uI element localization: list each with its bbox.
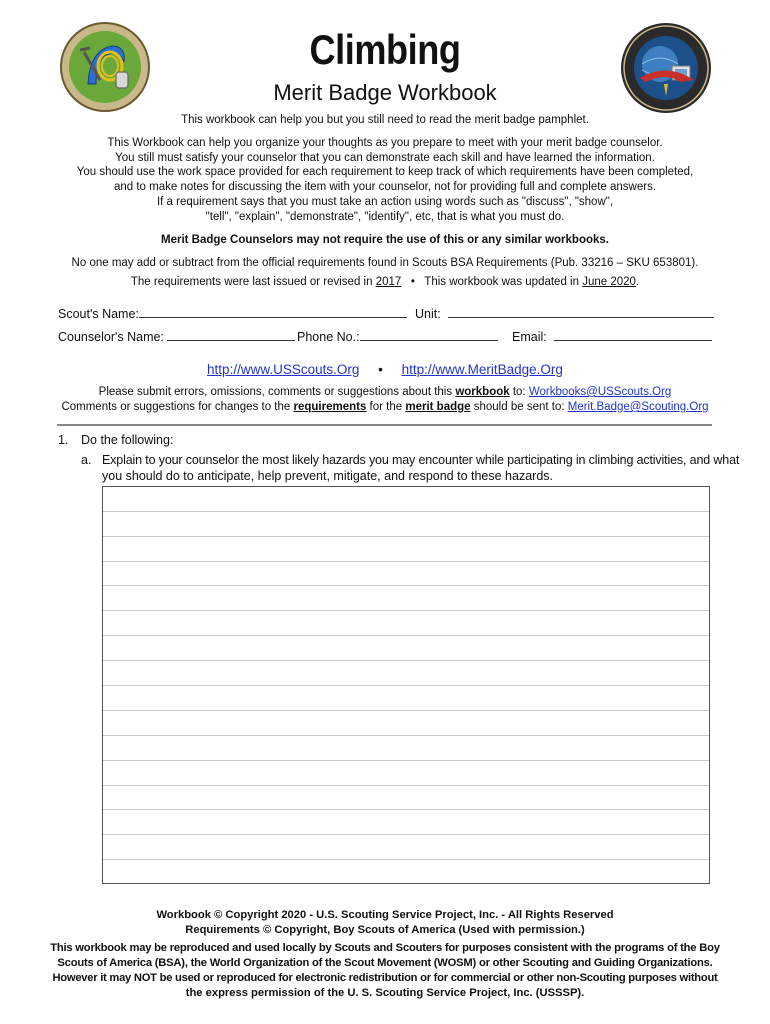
intro-text: This workbook can help you but you still need to read the merit badge pamphlet. [181,114,589,126]
submit-to-text: to: [512,386,526,398]
answer-line [103,660,709,661]
answer-line [103,859,709,860]
issued-prefix: The requirements were last issued or revised in [130,276,373,288]
links-bullet: • [378,362,383,377]
updated-date: June 2020 [582,276,636,288]
requirement-text: Do the following: [81,433,174,447]
requirement-number: 1. [58,433,69,447]
section-divider [57,424,712,426]
revision-line [0,276,770,288]
usscouts-link[interactable]: http://www.USScouts.Org [207,362,360,377]
requirements-note: No one may add or subtract from the official requirements found in Scouts BSA Requirements (Pub. 33216 – SKU 653801). [71,257,699,269]
meritbadge-link[interactable]: http://www.MeritBadge.Org [401,362,563,377]
sub-requirement-letter: a. [81,453,92,467]
answer-box[interactable] [102,486,710,884]
phone-label: Phone No.: [297,330,360,344]
scout-name-field[interactable] [58,306,407,321]
issued-year: 2017 [375,276,402,288]
answer-line [103,710,709,711]
description-line: You should use the work space provided for each requirement to keep track of which requirements have been completed, [76,166,694,178]
answer-line [103,735,709,736]
footer-permission-line: Scouts of America (BSA), the World Organization of the Scout Movement (WOSM) or other Scouting and Guiding Organizations. [57,957,713,969]
answer-line [103,809,709,810]
comments-for-text: for the [369,401,403,413]
email-field[interactable] [512,329,712,344]
workbooks-email-link[interactable]: Workbooks@USScouts.Org [528,386,672,398]
email-label: Email: [512,330,547,344]
unit-field[interactable] [415,306,714,321]
page-subtitle: Merit Badge Workbook [273,80,497,105]
counselor-name-label: Counselor's Name: [58,330,164,344]
description-line: and to make notes for discussing the item with your counselor, not for providing full and complete answers. [113,181,657,193]
description-line: This Workbook can help you organize your thoughts as you prepare to meet with your merit badge counselor. [107,137,663,149]
counselor-name-input[interactable] [167,329,295,341]
comments-requirements-word: requirements [293,401,367,413]
phone-input[interactable] [360,329,498,341]
links-row [0,362,770,377]
submit-line-2 [0,401,770,413]
answer-line [103,536,709,537]
answer-line [103,610,709,611]
description-line: "tell", "explain", "demonstrate", "identify", etc, that is what you must do. [205,211,565,223]
comments-merit-badge-word: merit badge [405,401,471,413]
answer-line [103,685,709,686]
answer-line [103,635,709,636]
description-line: If a requirement says that you must take an action using words such as "discuss", "show", [156,196,614,208]
footer-permission-line: This workbook may be reproduced and used locally by Scouts and Scouters for purposes consistent with the programs of the Boy [50,942,720,954]
sub-requirement-line: you should do to anticipate, help prevent, mitigate, and respond to these hazards. [102,469,553,483]
sub-requirement-line: Explain to your counselor the most likely hazards you may encounter while participating in climbing activities, and what [102,453,740,467]
description-line: You still must satisfy your counselor that you can demonstrate each skill and have learned the information. [115,152,655,164]
answer-line [103,760,709,761]
submit-line-1 [0,386,770,398]
updated-suffix: . [635,276,640,288]
unit-label: Unit: [415,307,441,321]
answer-line [103,834,709,835]
phone-field[interactable] [297,329,498,344]
footer-permission-line: the express permission of the U. S. Scouting Service Project, Inc. (USSSP). [185,987,585,999]
revision-bullet: • [410,276,415,288]
counselor-notice: Merit Badge Counselors may not require the use of this or any similar workbooks. [161,234,609,246]
submit-workbook-word: workbook [455,386,510,398]
comments-text: Comments or suggestions for changes to the [61,401,291,413]
counselor-name-field[interactable] [58,329,295,344]
unit-input[interactable] [448,306,714,318]
footer-requirements-copyright: Requirements © Copyright, Boy Scouts of America (Used with permission.) [185,924,585,936]
answer-line [103,561,709,562]
footer-permission-line: However it may NOT be used or reproduced for electronic redistribution or for commercial or other non-Scouting purposes without [52,972,718,984]
email-input[interactable] [554,329,712,341]
answer-line [103,785,709,786]
footer-copyright: Workbook © Copyright 2020 - U.S. Scouting Service Project, Inc. - All Rights Reserved [156,909,614,921]
scout-name-input[interactable] [139,306,407,318]
answer-line [103,585,709,586]
scout-name-label: Scout's Name: [58,307,139,321]
answer-line [103,511,709,512]
submit-text: Please submit errors, omissions, comments or suggestions about this [98,386,453,398]
updated-prefix: This workbook was updated in [424,276,579,288]
merit-badge-email-link[interactable]: Merit.Badge@Scouting.Org [567,401,709,413]
comments-sent-text: should be sent to: [473,401,565,413]
page-title: Climbing [309,26,461,73]
